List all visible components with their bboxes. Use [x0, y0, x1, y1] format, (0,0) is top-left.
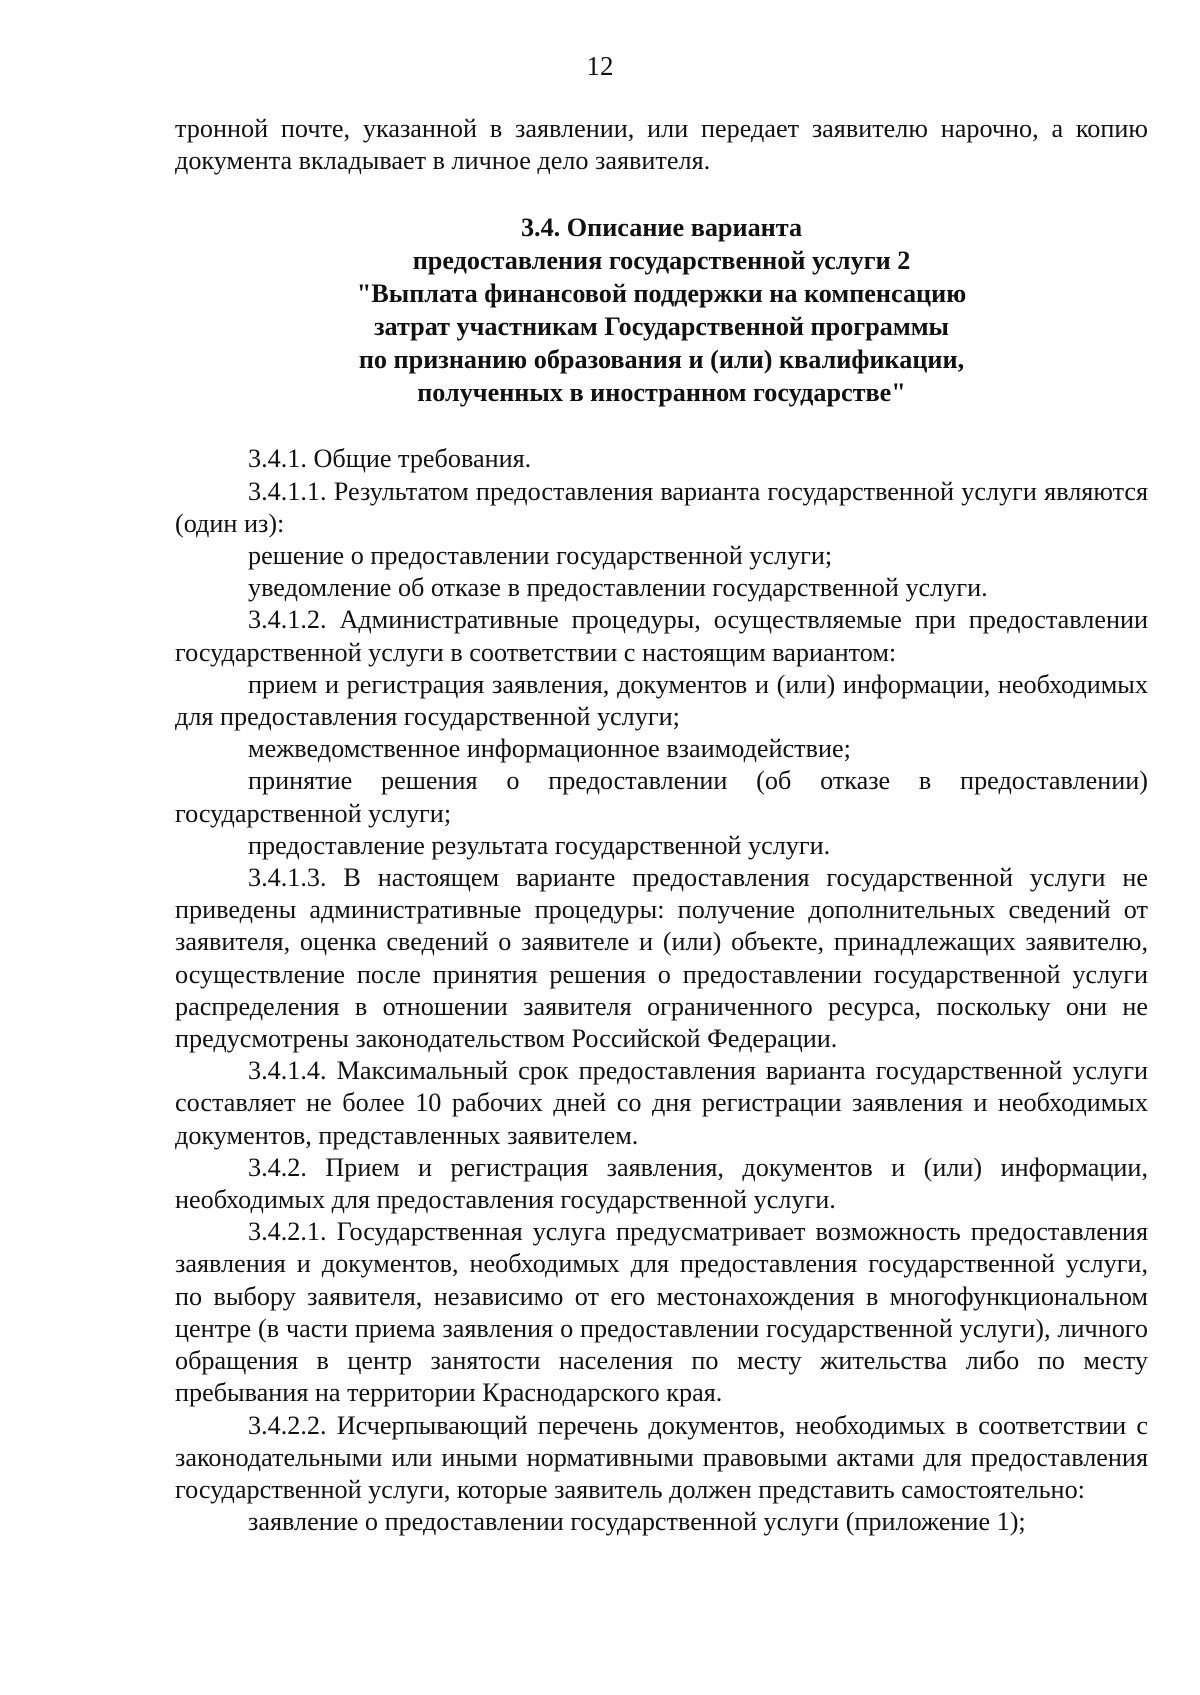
- paragraph: принятие решения о предоставлении (об отказе в предоставлении) государственной услуги;: [175, 766, 1148, 828]
- paragraph: 3.4.1.3. В настоящем варианте предоставления государственной услуги не приведены административные процедуры: получение дополнительных сведений от заявителя, оценка сведений о заявителе и (или) объекте, принадлежащих заявителю, осуществление после принятия решения о предоставлении государственной услуги распределения в отношении заявителя ограниченного ресурса, поскольку они не предусмотрены законодательством Российской Федерации.: [175, 863, 1148, 1054]
- paragraph: прием и регистрация заявления, документов и (или) информации, необходимых для предоставления государственной услуги;: [175, 669, 1148, 732]
- paragraph: 3.4.2.2. Исчерпывающий перечень документов, необходимых в соответствии с законодательными или иными нормативными правовыми актами для предоставления государственной услуги, которые заявитель должен представить самостоятельно:: [175, 1410, 1148, 1504]
- paragraph: 3.4.1.1. Результатом предоставления варианта государственной услуги являются (один из):: [175, 476, 1148, 538]
- paragraph: решение о предоставлении государственной услуги;: [248, 541, 833, 571]
- paragraph: 3.4.1.4. Максимальный срок предоставления варианта государственной услуги составляет не более 10 рабочих дней со дня регистрации заявления и необходимых документов, представленных заявителем.: [175, 1056, 1148, 1150]
- heading-line: полученных в иностранном государстве": [417, 378, 906, 408]
- paragraph: предоставление результата государственной услуги.: [248, 830, 831, 860]
- heading-line: предоставления государственной услуги 2: [412, 246, 911, 276]
- paragraph: уведомление об отказе в предоставлении государственной услуги.: [248, 573, 988, 603]
- paragraph: 3.4.2.1. Государственная услуга предусматривает возможность предоставления заявления и документов, необходимых для предоставления государственной услуги, по выбору заявителя, независимо от его местонахождения в многофункциональном центре (в части приема заявления о предоставлении государственной услуги), личного обращения в центр занятости населения по месту жительства либо по месту пребывания на территории Краснодарского края.: [175, 1217, 1148, 1408]
- paragraph: 3.4.1. Общие требования.: [248, 444, 532, 474]
- heading-line: 3.4. Описание варианта: [520, 213, 803, 243]
- paragraph: заявление о предоставлении государственной услуги (приложение 1);: [248, 1507, 1026, 1537]
- section-heading: [175, 211, 1148, 409]
- heading-line: "Выплата финансовой поддержки на компенсацию: [356, 279, 967, 309]
- paragraph-continuation: тронной почте, указанной в заявлении, или передает заявителю нарочно, а копию документа вкладывает в личное дело заявителя.: [175, 114, 1148, 176]
- paragraph: межведомственное информационное взаимодействие;: [248, 734, 851, 764]
- page-number: 12: [586, 51, 614, 81]
- heading-line: по признанию образования и (или) квалификации,: [358, 345, 965, 375]
- document-body: [175, 113, 1148, 1538]
- heading-line: затрат участникам Государственной программы: [374, 312, 949, 342]
- paragraph: 3.4.1.2. Административные процедуры, осуществляемые при предоставлении государственной услуги в соответствии с настоящим вариантом:: [175, 605, 1148, 667]
- paragraph: 3.4.2. Прием и регистрация заявления, документов и (или) информации, необходимых для предоставления государственной услуги.: [175, 1152, 1148, 1215]
